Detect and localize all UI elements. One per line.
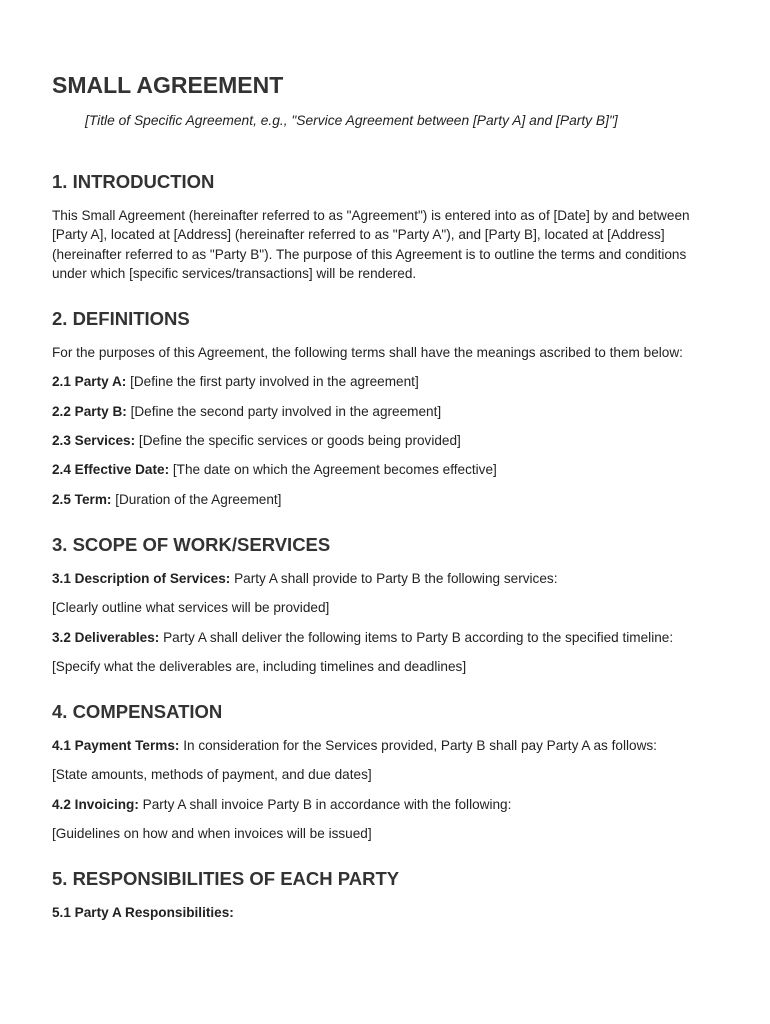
compensation-item-detail: [State amounts, methods of payment, and due dates] <box>52 767 372 783</box>
definition-text: [Define the second party involved in the agreement] <box>126 403 442 419</box>
introduction-paragraph: This Small Agreement (hereinafter referred to as "Agreement") is entered into as of [Date] by and between [Party A], located at [Address] (hereinafter referred to as "Party A"), and [Party B], located at [Address] (hereinafter referred to as "Party B"). The purpose of this Agreement is to outline the terms and conditions under which [specific services/transactions] will be rendered. <box>52 208 690 281</box>
definition-label: 2.5 Term: <box>52 491 112 507</box>
document-subtitle: [Title of Specific Agreement, e.g., "Service Agreement between [Party A] and [Party B]"] <box>85 113 618 128</box>
definition-text: [The date on which the Agreement becomes effective] <box>169 462 497 478</box>
definitions-intro: For the purposes of this Agreement, the following terms shall have the meanings ascribed to them below: <box>52 345 683 361</box>
compensation-item-label: 4.2 Invoicing: <box>52 796 139 812</box>
scope-item-detail: [Specify what the deliverables are, including timelines and deadlines] <box>52 658 467 674</box>
compensation-item-text: In consideration for the Services provided, Party B shall pay Party A as follows: <box>179 738 657 754</box>
definition-item <box>52 490 724 509</box>
compensation-item-text: Party A shall invoice Party B in accordance with the following: <box>138 796 512 812</box>
compensation-item-label: 4.1 Payment Terms: <box>52 738 180 754</box>
scope-item-text: Party A shall provide to Party B the following services: <box>230 570 558 586</box>
document-body <box>52 170 724 933</box>
definition-item <box>52 402 724 421</box>
scope-item-description <box>52 569 724 588</box>
scope-item-label: 3.2 Deliverables: <box>52 629 160 645</box>
responsibilities-item <box>52 903 724 922</box>
section-heading-compensation: 4. COMPENSATION <box>52 701 223 723</box>
scope-item-text: Party A shall deliver the following items to Party B according to the specified timeline: <box>159 629 674 645</box>
scope-item-label: 3.1 Description of Services: <box>52 570 231 586</box>
section-heading-introduction: 1. INTRODUCTION <box>52 171 215 192</box>
compensation-item-detail: [Guidelines on how and when invoices will be issued] <box>52 826 372 842</box>
definition-text: [Define the first party involved in the agreement] <box>126 374 419 390</box>
definition-text: [Define the specific services or goods being provided] <box>135 433 461 449</box>
section-heading-scope: 3. SCOPE OF WORK/SERVICES <box>52 533 331 555</box>
section-heading-responsibilities: 5. RESPONSIBILITIES OF EACH PARTY <box>52 868 400 890</box>
compensation-item-payment <box>52 736 724 755</box>
definition-label: 2.4 Effective Date: <box>52 462 170 478</box>
definition-label: 2.1 Party A: <box>52 374 127 390</box>
definition-item <box>52 431 724 450</box>
section-heading-definitions: 2. DEFINITIONS <box>52 308 190 330</box>
definition-item <box>52 372 724 391</box>
document-title: SMALL AGREEMENT <box>52 72 284 98</box>
definition-label: 2.3 Services: <box>52 433 136 449</box>
responsibilities-item-label: 5.1 Party A Responsibilities: <box>52 905 234 921</box>
scope-item-detail: [Clearly outline what services will be provided] <box>52 600 330 616</box>
compensation-item-invoicing <box>52 795 724 814</box>
definition-label: 2.2 Party B: <box>52 403 127 419</box>
definition-item <box>52 460 724 479</box>
definition-text: [Duration of the Agreement] <box>111 491 282 507</box>
scope-item-deliverables <box>52 628 724 647</box>
